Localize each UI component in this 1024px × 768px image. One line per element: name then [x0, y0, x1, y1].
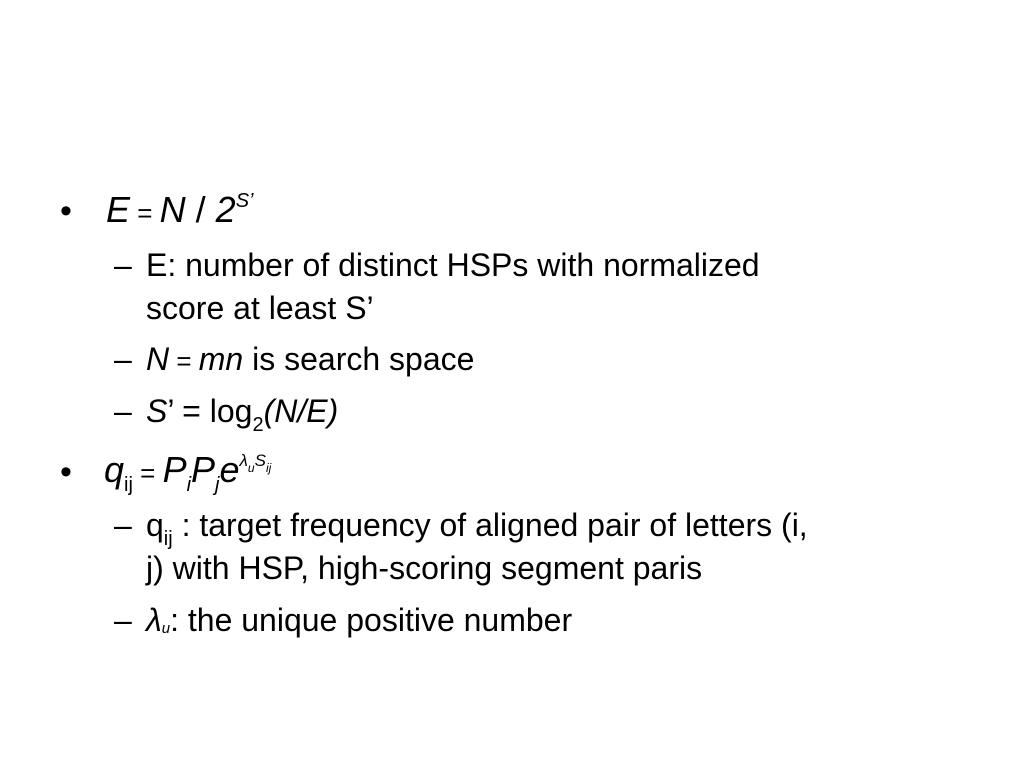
dash-1-2: – [114, 341, 132, 377]
bullet-dot-1: • [60, 192, 72, 230]
sub-item-lambda-definition: λu: the unique positive number [146, 602, 573, 638]
bullet-dot-2: • [60, 453, 72, 491]
sub-item-q-definition: $q_{ij}$ : target frequency of aligned pair of letters (i, [146, 507, 808, 550]
dash-1-1: – [114, 247, 132, 283]
sub-item-e-definition-cont: score at least S’ [146, 290, 374, 326]
dash-2-1: – [114, 507, 132, 543]
formula-e-equation: $E = N / 2^{S’}$ [106, 189, 254, 230]
dash-1-3: – [114, 393, 132, 429]
dash-2-2: – [114, 602, 132, 638]
sub-item-s-definition: S’ = $\log_2(N/E)$ [146, 393, 339, 436]
sub-item-q-definition-cont: j) with HSP, high-scoring segment paris [146, 550, 703, 586]
formula-q-equation: $q_{ij} = P_iP_je^{\lambda uSij}$ [104, 449, 272, 496]
sub-item-n-definition: N = mn is search space [146, 341, 475, 377]
sub-item-e-definition: E: number of distinct HSPs with normalized [146, 247, 760, 283]
